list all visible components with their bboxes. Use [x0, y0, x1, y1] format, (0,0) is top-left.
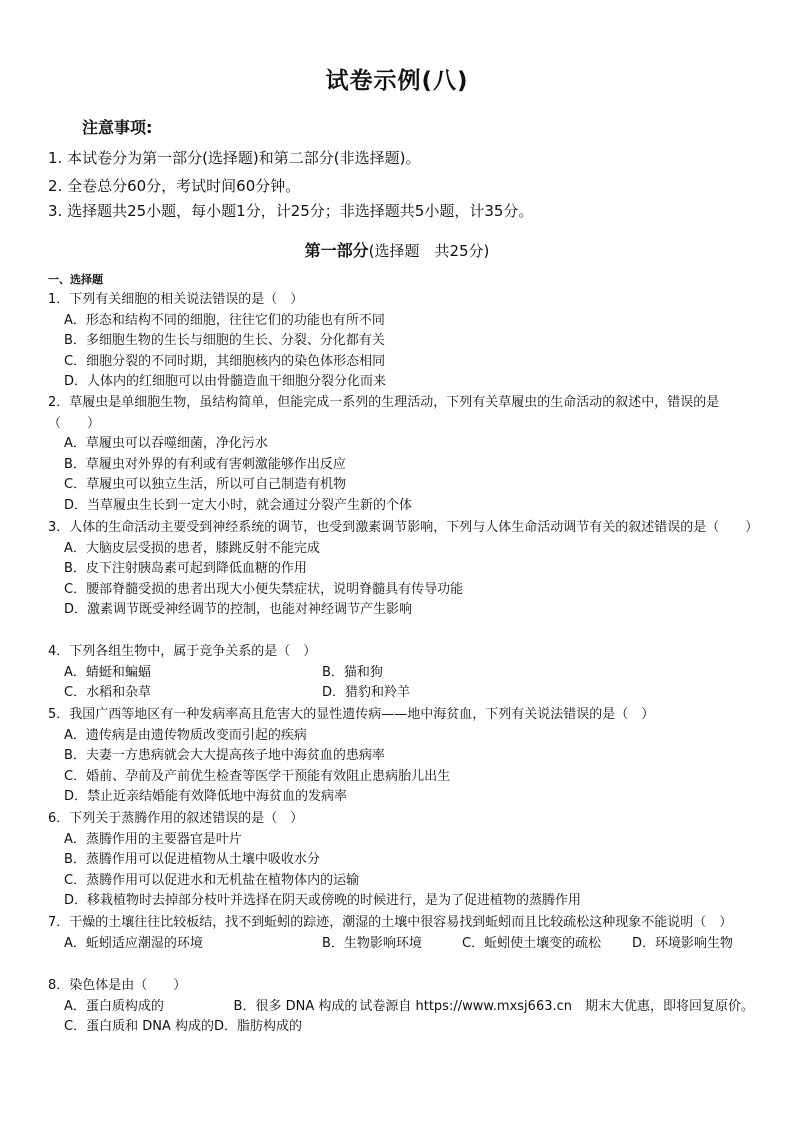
option-d: D．禁止近亲结婚能有效降低地中海贫血的发病率 — [64, 789, 348, 805]
part-heading-bold: 第一部分 — [304, 241, 369, 260]
option-a: A．蚯蚓适应潮湿的环境 — [64, 935, 203, 951]
question-2 — [48, 393, 754, 517]
question-stem: 8．染色体是由（ ） — [48, 978, 187, 993]
question-stem: 3．人体的生命活动主要受到神经系统的调节，也受到激素调节影响，下列与人体生命活动调节有关的叙述错误的是（ ） — [48, 520, 759, 535]
question-7 — [48, 913, 754, 954]
question-stem: 4．下列各组生物中，属于竞争关系的是（ ） — [48, 644, 317, 659]
ad-text: 试卷源自 https://www.mxsj663.cn 期末大优惠，即将回复原价。 — [359, 998, 754, 1014]
options-row — [48, 997, 754, 1018]
notice-heading: 注意事项: — [82, 118, 153, 137]
option-d: D．激素调节既受神经调节的控制，也能对神经调节产生影响 — [64, 602, 413, 618]
part-heading-rest: (选择题 共25分) — [368, 242, 490, 260]
section-heading: 一、选择题 — [48, 273, 103, 286]
option-c: C．腰部脊髓受损的患者出现大小便失禁症状，说明脊髓具有传导功能 — [64, 581, 464, 597]
option-c: C．水稻和杂草 — [64, 685, 152, 701]
option-d: D．当草履虫生长到一定大小时，就会通过分裂产生新的个体 — [64, 497, 413, 513]
question-stem: 1．下列有关细胞的相关说法错误的是（ ） — [48, 292, 304, 307]
notice-item: 3. 选择题共25小题，每小题1分，计25分；非选择题共5小题，计35分。 — [48, 202, 534, 220]
options-row — [48, 934, 754, 955]
options-row — [48, 683, 754, 704]
option-b: B．蒸腾作用可以促进植物从土壤中吸收水分 — [64, 852, 320, 868]
options-row — [48, 663, 754, 684]
question-stem: 6．下列关于蒸腾作用的叙述错误的是（ ） — [48, 811, 304, 826]
option-c: C．草履虫可以独立生活，所以可自己制造有机物 — [64, 477, 347, 493]
notice-item: 1. 本试卷分为第一部分(选择题)和第二部分(非选择题)。 — [48, 149, 421, 167]
option-d: D．移栽植物时去掉部分枝叶并选择在阴天或傍晚的时候进行，是为了促进植物的蒸腾作用 — [64, 893, 582, 909]
question-stem: 5．我国广西等地区有一种发病率高且危害大的显性遗传病——地中海贫血，下列有关说法错误的是（ ） — [48, 707, 655, 722]
option-b: B．很多 DNA 构成的 — [233, 998, 358, 1014]
option-b: B．猫和狗 — [322, 664, 383, 680]
question-4 — [48, 642, 754, 704]
notice-item: 2. 全卷总分60分，考试时间60分钟。 — [48, 177, 301, 195]
option-d: D．猎豹和羚羊 — [322, 685, 411, 701]
question-8 — [48, 976, 754, 1038]
option-a: A．形态和结构不同的细胞，往往它们的功能也有所不同 — [64, 312, 385, 328]
question-6 — [48, 809, 754, 912]
option-a: A．蛋白质构成的 — [64, 998, 164, 1014]
option-c: C．蚯蚓使土壤变的疏松 — [462, 935, 602, 951]
option-b: B．生物影响环境 — [322, 935, 422, 951]
part-heading — [0, 238, 794, 261]
option-a: A．遗传病是由遗传物质改变而引起的疾病 — [64, 727, 307, 743]
option-d: D．环境影响生物 — [632, 935, 734, 951]
option-a: A．大脑皮层受损的患者，膝跳反射不能完成 — [64, 540, 320, 556]
question-stem: 2．草履虫是单细胞生物，虽结构简单，但能完成一系列的生理活动，下列有关草履虫的生命活动的叙述中，错误的是（ ） — [48, 395, 720, 431]
option-b: B．多细胞生物的生长与细胞的生长、分裂、分化都有关 — [64, 333, 385, 349]
question-stem: 7．干燥的土壤往往比较板结，找不到蚯蚓的踪迹，潮湿的土壤中很容易找到蚯蚓而且比较疏松这种现象不能说明（ ） — [48, 915, 733, 930]
option-c: C．婚前、孕前及产前优生检查等医学干预能有效阻止患病胎儿出生 — [64, 768, 451, 784]
option-c: C．蛋白质和 DNA 构成的 — [64, 1019, 214, 1035]
question-3 — [48, 518, 759, 621]
question-1 — [48, 290, 754, 393]
option-d: D．人体内的红细胞可以由骨髓造血干细胞分裂分化而来 — [64, 374, 387, 390]
option-b: B．皮下注射胰岛素可起到降低血糖的作用 — [64, 561, 307, 577]
option-a: A．蜻蜓和蝙蝠 — [64, 664, 151, 680]
option-b: B．草履虫对外界的有利或有害刺激能够作出反应 — [64, 456, 346, 472]
options-row — [48, 1017, 754, 1038]
option-b: B．夫妻一方患病就会大大提高孩子地中海贫血的患病率 — [64, 748, 385, 764]
option-c: C．细胞分裂的不同时期，其细胞核内的染色体形态相同 — [64, 353, 386, 369]
option-a: A．蒸腾作用的主要器官是叶片 — [64, 831, 242, 847]
option-d: D．脂肪构成的 — [213, 1019, 302, 1035]
question-5 — [48, 705, 754, 808]
page-title: 试卷示例(八) — [325, 68, 469, 94]
option-a: A．草履虫可以吞噬细菌，净化污水 — [64, 436, 268, 452]
option-c: C．蒸腾作用可以促进水和无机盐在植物体内的运输 — [64, 872, 360, 888]
